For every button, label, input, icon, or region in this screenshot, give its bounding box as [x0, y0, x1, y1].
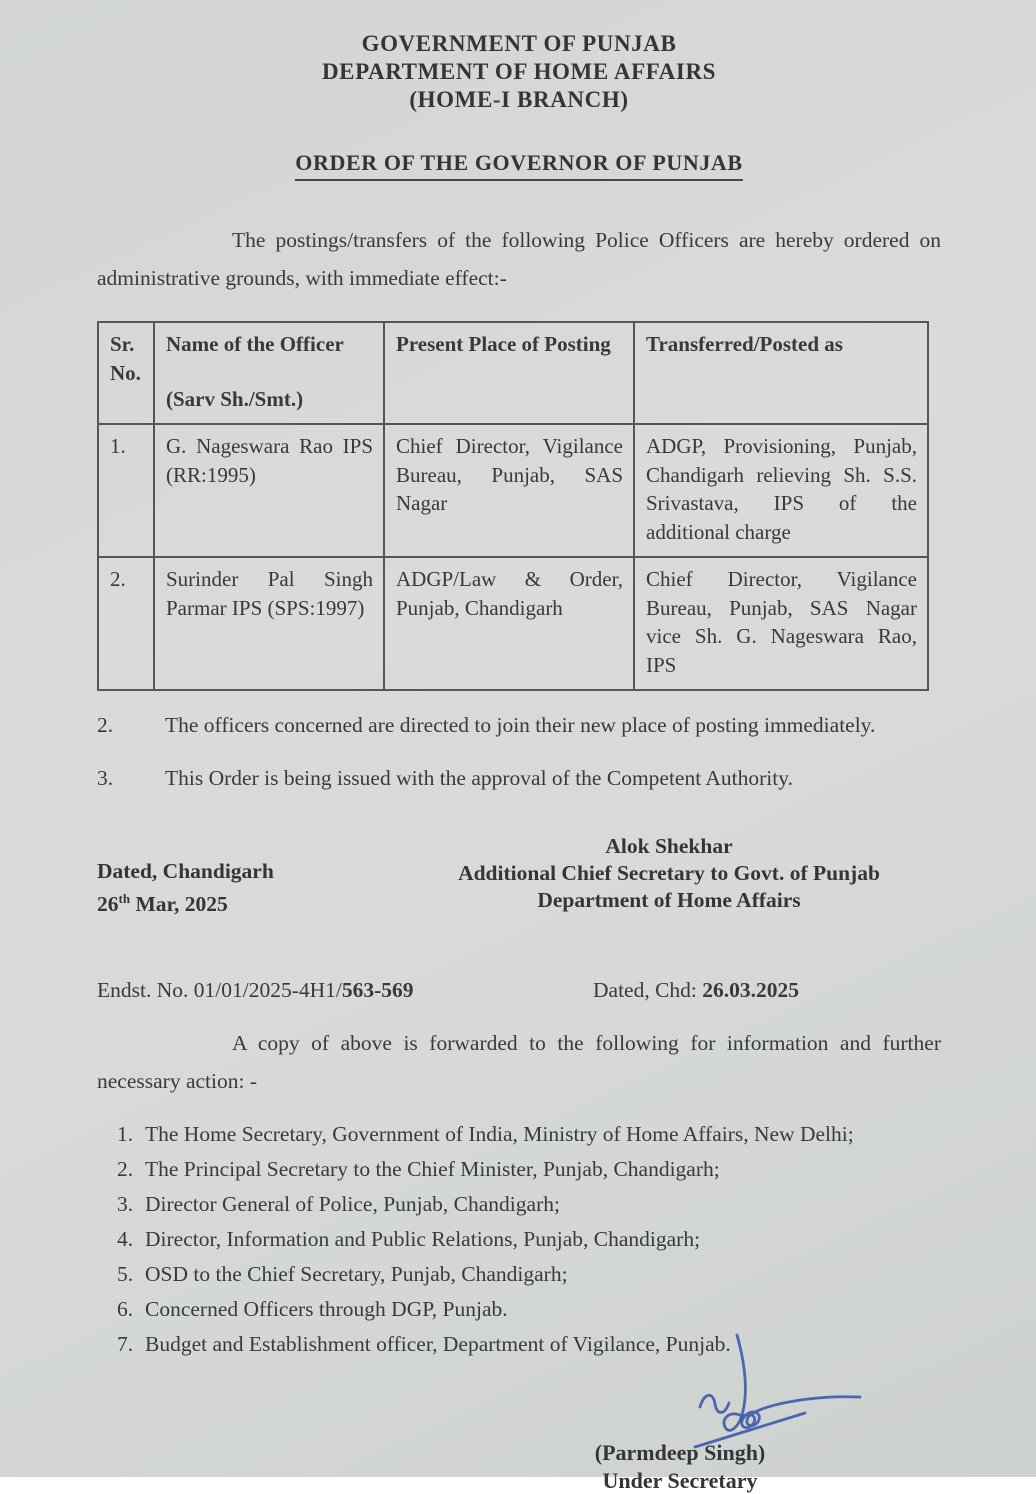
signer-designation-cutoff: Under Secretary: [602, 1468, 758, 1493]
endst-line: [97, 978, 941, 1008]
paragraph-3-number: 3.: [97, 766, 114, 790]
signatory: [389, 833, 949, 914]
endst-date-value: 26.03.2025: [702, 978, 800, 1002]
order-title: ORDER OF THE GOVERNOR OF PUNJAB: [295, 150, 742, 181]
signatory-name: Alok Shekhar: [605, 834, 733, 858]
row1-transferred: ADGP, Provisioning, Punjab, Chandigarh relieving Sh. S.S. Srivastava, IPS of the additional charge: [634, 424, 928, 557]
cc-item-4-number: 4.: [117, 1227, 134, 1251]
signature-block: [97, 833, 941, 933]
paragraph-2-number: 2.: [97, 713, 114, 737]
row2-present: ADGP/Law & Order, Punjab, Chandigarh: [384, 557, 634, 690]
header-officer-name-line1: Name of the Officer: [166, 332, 344, 356]
row1-sr: 1.: [98, 424, 154, 557]
dateline-day-suffix: th: [118, 891, 131, 906]
signer-name: (Parmdeep Singh): [594, 1440, 766, 1465]
row2-sr: 2.: [98, 557, 154, 690]
row2-name: Surinder Pal Singh Parmar IPS (SPS:1997): [154, 557, 384, 690]
cc-item-5: [97, 1258, 941, 1291]
govt-title-line: GOVERNMENT OF PUNJAB: [361, 31, 677, 56]
row1-name: G. Nageswara Rao IPS (RR:1995): [154, 424, 384, 557]
cc-item-1-text: The Home Secretary, Government of India, Ministry of Home Affairs, New Delhi;: [145, 1122, 854, 1146]
paragraph-3-text: This Order is being issued with the approval of the Competent Authority.: [165, 766, 793, 790]
cc-item-7-text: Budget and Establishment officer, Department of Vigilance, Punjab.: [145, 1332, 731, 1356]
header-sr-no: Sr. No.: [98, 322, 154, 424]
cc-item-3-number: 3.: [117, 1192, 134, 1216]
table-row: [98, 424, 928, 557]
header-present-posting: Present Place of Posting: [384, 322, 634, 424]
order-title-wrap: [97, 150, 941, 181]
dateline-rest: Mar, 2025: [130, 892, 228, 917]
endst-number: [97, 978, 414, 1002]
header-officer-name-line2: (Sarv Sh./Smt.): [166, 386, 304, 411]
endst-date: [593, 978, 799, 1003]
paragraph-3: [97, 759, 941, 797]
cc-item-7-number: 7.: [117, 1332, 134, 1356]
cc-item-2-text: The Principal Secretary to the Chief Minister, Punjab, Chandigarh;: [145, 1157, 720, 1181]
dateline: [97, 858, 274, 918]
dateline-place: Dated, Chandigarh: [97, 859, 274, 883]
department-title-line: DEPARTMENT OF HOME AFFAIRS: [321, 59, 717, 84]
dateline-day: 26: [97, 892, 119, 917]
table-header-row: [98, 322, 928, 424]
table-row: [98, 557, 928, 690]
cc-item-4-text: Director, Information and Public Relations, Punjab, Chandigarh;: [145, 1227, 701, 1251]
cc-item-3: [97, 1188, 941, 1221]
cc-item-2: [97, 1153, 941, 1186]
endst-prefix: Endst. No. 01/01/2025-4H1/: [97, 978, 342, 1002]
cc-item-3-text: Director General of Police, Punjab, Chandigarh;: [145, 1192, 560, 1216]
header-officer-name: [154, 322, 384, 424]
intro-paragraph: The postings/transfers of the following Police Officers are hereby ordered on administrative grounds, with immediate effect:-: [97, 228, 941, 290]
cc-item-1-number: 1.: [117, 1122, 134, 1146]
cc-item-6-number: 6.: [117, 1297, 134, 1321]
signatory-title-1: Additional Chief Secretary to Govt. of Punjab: [458, 861, 880, 885]
cc-item-5-number: 5.: [117, 1262, 134, 1286]
paragraph-2-text: The officers concerned are directed to join their new place of posting immediately.: [165, 713, 876, 737]
cc-item-2-number: 2.: [117, 1157, 134, 1181]
cc-item-5-text: OSD to the Chief Secretary, Punjab, Chandigarh;: [145, 1262, 568, 1286]
cc-item-6: [97, 1293, 941, 1326]
forward-note: A copy of above is forwarded to the following for information and further necessary action: -: [97, 1031, 941, 1093]
endst-dispatch-numbers: 563-569: [341, 978, 414, 1002]
cc-item-6-text: Concerned Officers through DGP, Punjab.: [145, 1297, 508, 1321]
row1-present: Chief Director, Vigilance Bureau, Punjab, SAS Nagar: [384, 424, 634, 557]
signatory-title-2: Department of Home Affairs: [537, 888, 801, 912]
branch-title-line: (HOME-I BRANCH): [409, 87, 629, 112]
cc-item-4: [97, 1223, 941, 1256]
cc-item-1: [97, 1118, 941, 1151]
row2-transferred: Chief Director, Vigilance Bureau, Punjab, SAS Nagar vice Sh. G. Nageswara Rao, IPS: [634, 557, 928, 690]
dateline-date: [97, 885, 274, 918]
paragraph-2: [97, 706, 941, 744]
header-transferred-as: Transferred/Posted as: [634, 322, 928, 424]
endst-date-label: Dated, Chd:: [593, 978, 703, 1002]
transfers-table: [97, 321, 929, 691]
document-header: [97, 30, 941, 114]
